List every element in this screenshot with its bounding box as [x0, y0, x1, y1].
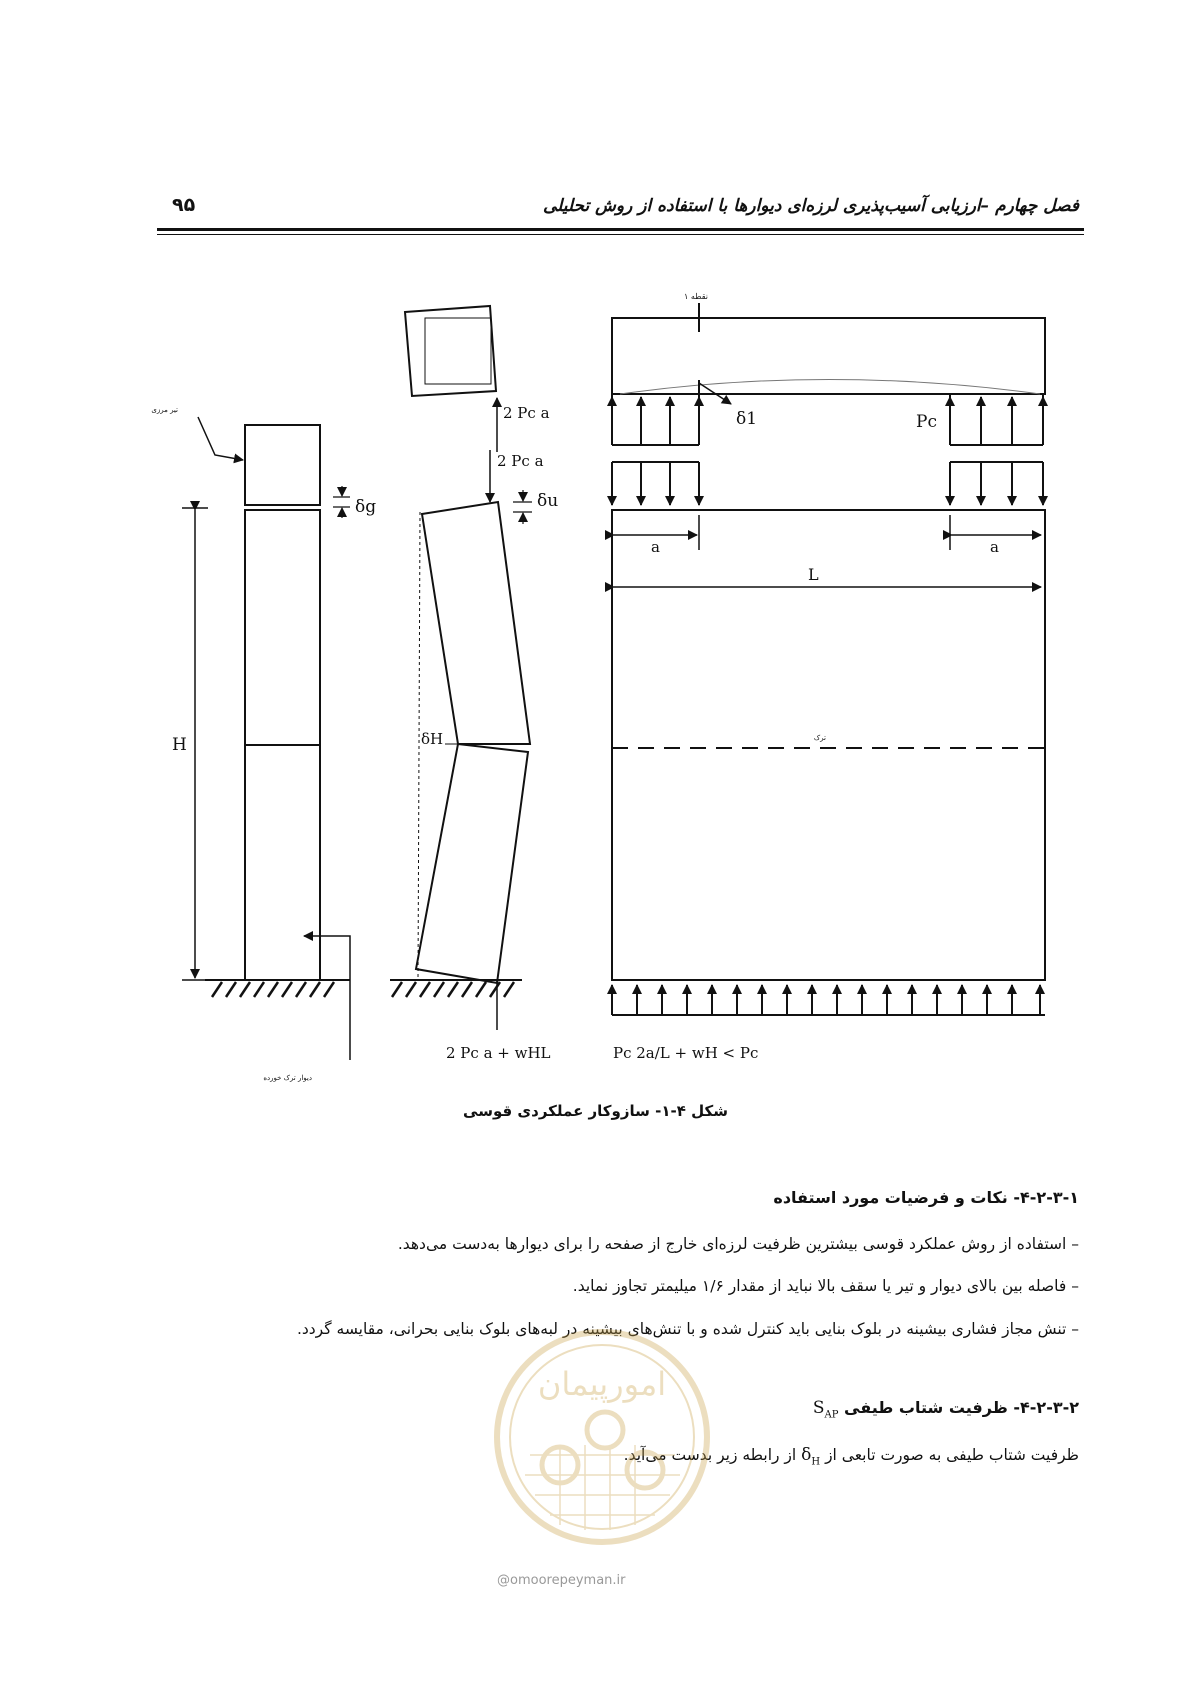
- label-a-left: a: [651, 538, 660, 556]
- label-boundary-beam: تیر مرزی: [151, 406, 178, 414]
- wall-elevation: [612, 510, 1045, 980]
- label-base-force: 2 Pc a + wHL: [446, 1044, 551, 1062]
- wall-upper: [245, 510, 320, 745]
- label-L: L: [808, 565, 819, 584]
- bullet-item: – استفاده از روش عملکرد قوسی بیشترین ظرفیت لرزه‌ای خارج از صفحه را برای دیوارها به‌دست می‌دهد.: [397, 1235, 1079, 1253]
- section-heading-text: ۴-۲-۳-۲- ظرفیت شتاب طیفی: [844, 1398, 1079, 1417]
- label-2pca-down: 2 Pc a: [497, 452, 544, 470]
- symbol-delta-h: $\delta_H$: [801, 1445, 821, 1468]
- wall-lower: [245, 745, 320, 980]
- bullet-item: – فاصله بین بالای دیوار و تیر یا سقف بالا نباید از مقدار ۱/۶ میلیمتر تجاوز نماید.: [572, 1277, 1079, 1295]
- rotated-upper-segment: [422, 502, 530, 744]
- label-formula: Pc 2a/L + wH < Pc: [613, 1044, 759, 1062]
- label-delta1: δ1: [736, 409, 758, 429]
- label-delta-g: δg: [355, 497, 377, 517]
- rotated-lower-segment: [416, 744, 528, 983]
- section-heading-spectral: [813, 1398, 1079, 1420]
- figure-caption: شکل ۴-۱- سازوکار عملکردی قوسی: [463, 1102, 728, 1120]
- chapter-title: فصل چهارم –ارزیابی آسیب‌پذیری لرزه‌ای دیوارها با استفاده از روش تحلیلی: [543, 196, 1079, 216]
- ground-hatch-left: [212, 982, 334, 997]
- label-a-right: a: [990, 538, 999, 556]
- boundary-beam-block: [245, 425, 320, 505]
- section-heading-assumptions: ۴-۲-۳-۱- نکات و فرضیات مورد استفاده: [773, 1188, 1079, 1207]
- watermark-url: @omoorepeyman.ir: [497, 1573, 626, 1588]
- bullet-item: – تنش مجاز فشاری بیشینه در بلوک بنایی باید کنترل شده و با تنش‌های بیشینه در لبه‌های بلوک بنایی بحرانی، مقایسه گردد.: [296, 1320, 1079, 1338]
- label-2pca-up: 2 Pc a: [503, 404, 550, 422]
- label-point1: نقطه ۱: [684, 292, 708, 301]
- page-number: ۹۵: [172, 194, 196, 216]
- svg-text:امورپیمان: امورپیمان: [537, 1365, 667, 1403]
- label-cracked-wall: دیوار ترک خورده: [263, 1074, 312, 1082]
- label-H: H: [172, 735, 187, 755]
- ground-hatch-middle: [392, 982, 514, 997]
- symbol-sap: $S_{AP}$: [812, 1398, 839, 1421]
- label-delta-H: δH: [421, 730, 444, 748]
- rotated-top-block: [405, 306, 496, 396]
- paragraph: ظرفیت شتاب طیفی به صورت تابعی از $\delta_H$ از رابطه زیر بدست می‌آید.: [623, 1445, 1079, 1468]
- label-Pc: Pc: [916, 412, 937, 432]
- beam-elevation: [612, 318, 1045, 394]
- label-delta-u: δu: [537, 491, 559, 511]
- label-crack: ترک: [813, 734, 826, 742]
- watermark-seal: [490, 1325, 715, 1550]
